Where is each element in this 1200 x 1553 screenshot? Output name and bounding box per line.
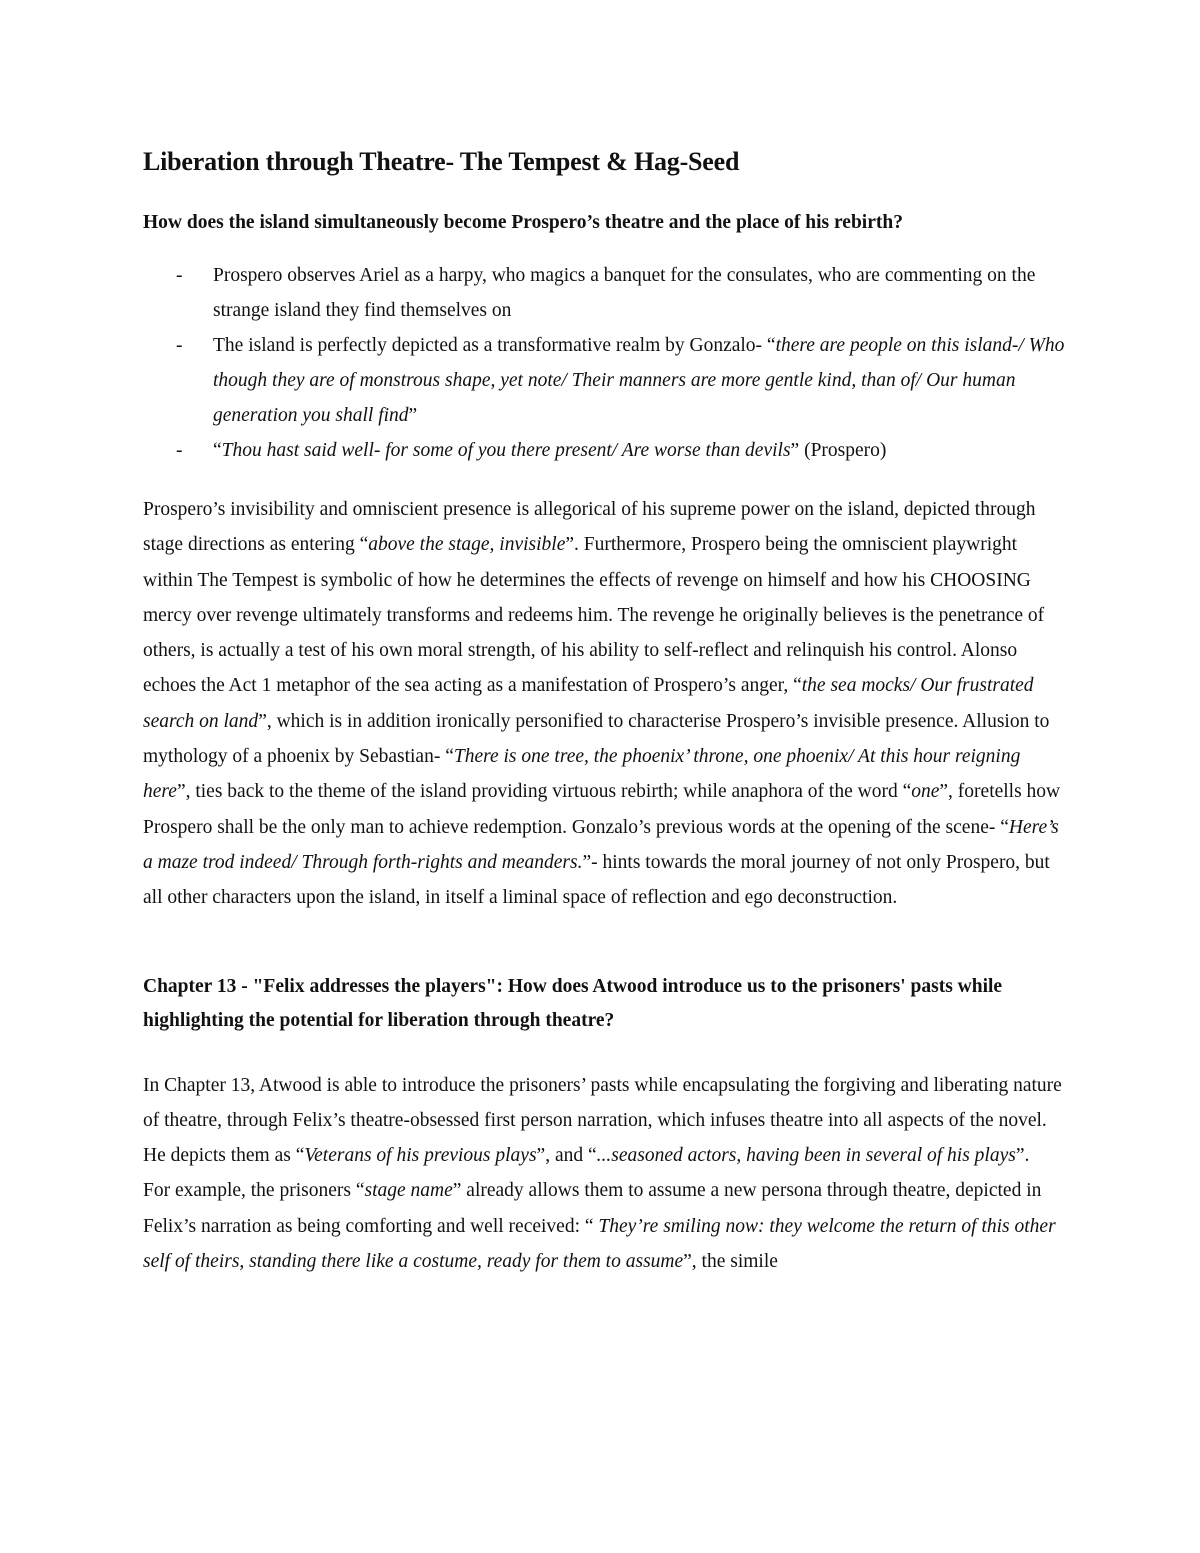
bullet-dash: - xyxy=(176,335,183,356)
bullet-text: “ xyxy=(213,440,222,461)
quote-text: Here’s a maze trod indeed/ Through forth-rights and meanders. xyxy=(143,816,1059,873)
paragraph-text: For example, the prisoners “ xyxy=(143,1180,365,1202)
quote-text: Veterans of his previous plays xyxy=(304,1145,537,1167)
quote-text: There is one tree, the phoenix’ throne, one phoenix/ At this hour reigning here xyxy=(143,746,1021,803)
quote-text: there are people on this island-/ Who though they are of monstrous shape, yet note/ Their manners are more gentle kind, than of/ Our human generation you shall find xyxy=(213,335,1065,426)
list-item xyxy=(143,328,1070,433)
paragraph-text: ”- hints towards the moral journey of not only Prospero, but all other characters upon the island, in itself a liminal space of reflection and ego deconstruction. xyxy=(143,851,1050,909)
bullet-text: The island is perfectly depicted as a transformative realm by Gonzalo- “ xyxy=(213,335,776,356)
quote-text: They’re smiling now: they welcome the return of this other self of theirs, standing there like a costume, ready for them to assume xyxy=(143,1215,1056,1273)
paragraph-text: In Chapter 13, Atwood is able to introduce the prisoners’ pasts while encapsulating the forgiving and liberating nature of theatre, through Felix’s theatre-obsessed first person narration, which infuses theatre into all aspects of the novel. He depicts them as “ xyxy=(143,1074,1062,1167)
section-question-chapter-13: Chapter 13 - "Felix addresses the players": How does Atwood introduce us to the prisoners' pasts while highlighting the potential for liberation through theatre? xyxy=(143,975,1003,1031)
quote-text: Thou hast said well- for some of you there present/ Are worse than devils xyxy=(221,440,791,461)
body-paragraph xyxy=(143,492,1070,916)
body-paragraph xyxy=(143,1173,1070,1279)
paragraph-text: ”, which is in addition ironically personified to characterise Prospero’s invisible presence. Allusion to mythology of a phoenix by Sebastian- “ xyxy=(143,710,1050,768)
quote-text: ...seasoned actors, having been in several of his plays xyxy=(596,1145,1016,1167)
list-item xyxy=(143,433,1070,468)
paragraph-text: ”. Furthermore, Prospero being the omniscient playwright within The Tempest is symbolic of how he determines the effects of revenge on himself and how his CHOOSING mercy over revenge ultimately transforms and redeems him. The revenge he originally believes is the penetrance of others, is actually a test of his own moral strength, of his ability to self-reflect and relinquish his control. Alonso echoes the Act 1 metaphor of the sea acting as a manifestation of Prospero’s anger, “ xyxy=(143,534,1045,697)
quote-text: the sea mocks/ Our frustrated search on land xyxy=(143,675,1034,732)
paragraph-text: ”, foretells how Prospero shall be the only man to achieve redemption. Gonzalo’s previous words at the opening of the scene- “ xyxy=(143,781,1061,838)
bullet-text: Prospero observes Ariel as a harpy, who magics a banquet for the consulates, who are commenting on the strange island they find themselves on xyxy=(213,265,1036,321)
section-question-island: How does the island simultaneously become Prospero’s theatre and the place of his rebirth? xyxy=(143,212,903,233)
paragraph-text: Prospero’s invisibility and omniscient presence is allegorical of his supreme power on the island, depicted through stage directions as entering “ xyxy=(143,499,1036,556)
document-title: Liberation through Theatre- The Tempest & Hag-Seed xyxy=(143,147,740,176)
paragraph-text: ”, ties back to the theme of the island providing virtuous rebirth; while anaphora of the word “ xyxy=(176,781,912,803)
bullet-list xyxy=(143,258,1070,468)
paragraph-text: ”, the simile xyxy=(683,1251,778,1273)
bullet-dash: - xyxy=(176,265,183,286)
bullet-text: ” (Prospero) xyxy=(790,440,887,461)
bullet-dash: - xyxy=(176,440,183,461)
paragraph-text: ” already allows them to assume a new persona through theatre, depicted in Felix’s narration as being comforting and well received: “ xyxy=(143,1180,1042,1237)
quote-text: stage name xyxy=(364,1180,453,1202)
list-item xyxy=(143,258,1070,328)
quote-text: above the stage, invisible xyxy=(368,534,566,556)
body-paragraph xyxy=(143,1068,1070,1174)
quote-text: one xyxy=(911,781,940,803)
paragraph-text: ”, and “ xyxy=(536,1145,597,1167)
bullet-text: ” xyxy=(408,405,418,426)
paragraph-text: ”. xyxy=(1015,1145,1030,1167)
